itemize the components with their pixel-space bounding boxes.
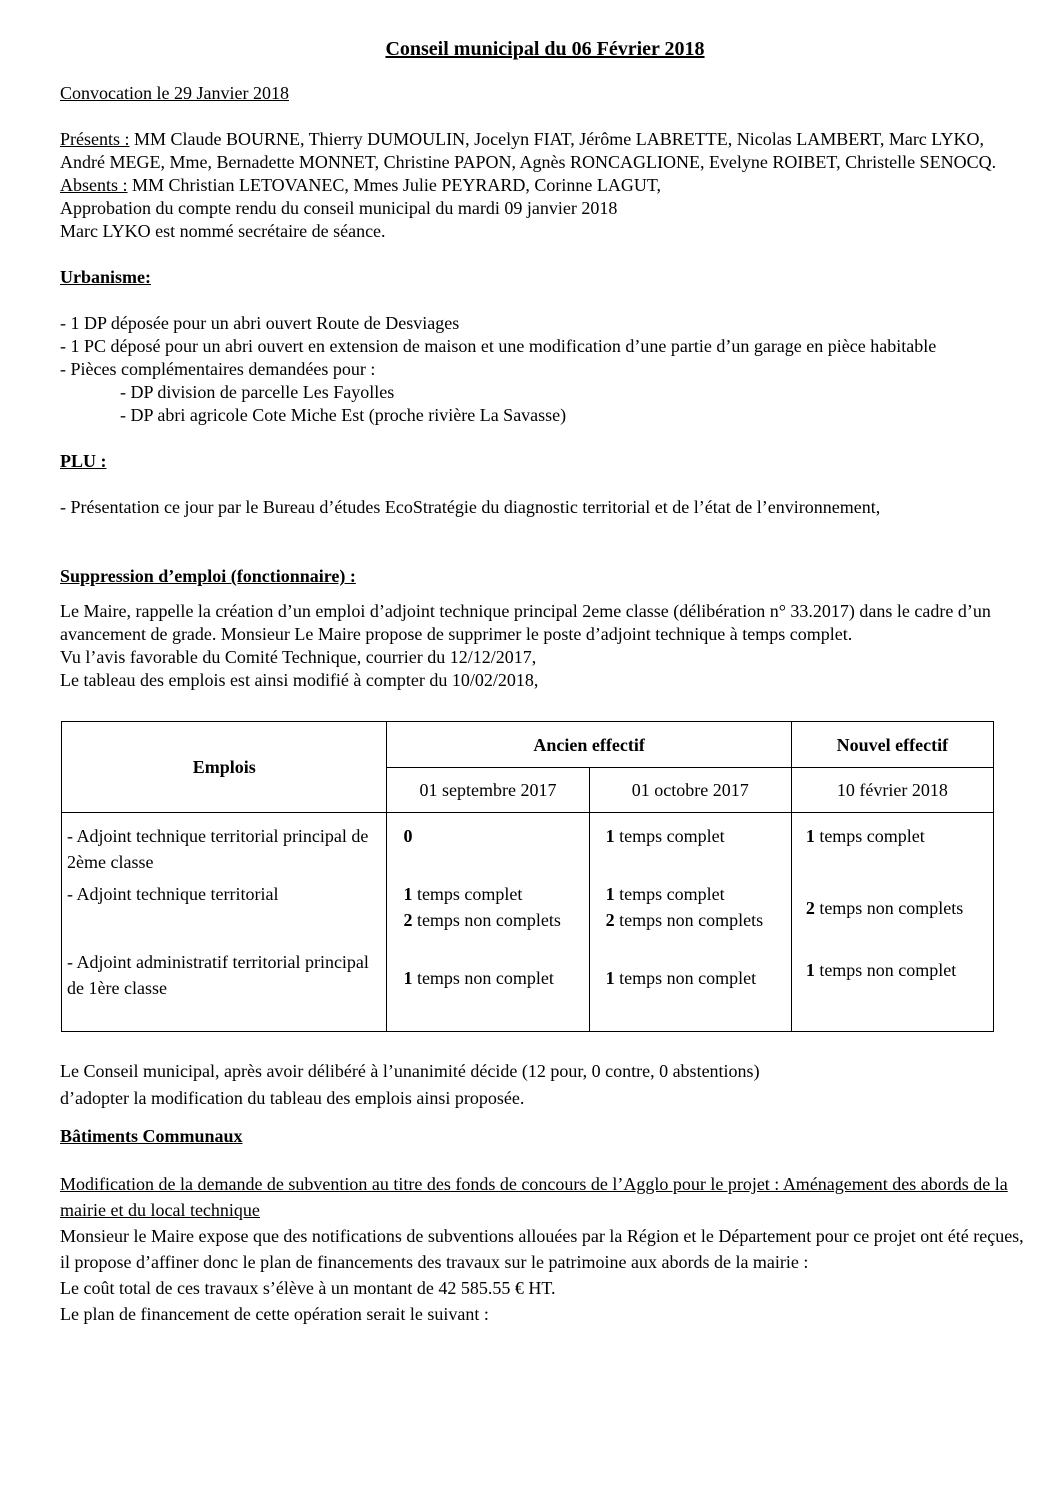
- count-text: temps non complet: [814, 960, 957, 980]
- emploi-label: - Adjoint administratif territorial principal de 1ère classe: [67, 952, 369, 998]
- count-text: temps non complets: [412, 910, 561, 930]
- plu-text: - Présentation ce jour par le Bureau d’études EcoStratégie du diagnostic territorial et de l’état de l’environnement,: [60, 497, 881, 517]
- urbanisme-subitem: - DP division de parcelle Les Fayolles: [120, 382, 395, 402]
- count-text: temps complet: [614, 826, 725, 846]
- emplois-table: [61, 721, 994, 1032]
- col-emplois-header: Emplois: [62, 722, 387, 813]
- suppression-heading: Suppression d’emploi (fonctionnaire) :: [60, 566, 356, 586]
- date-header-fev: 10 février 2018: [791, 768, 993, 813]
- batiments-heading: Bâtiments Communaux: [60, 1126, 243, 1146]
- convocation-line: Convocation le 29 Janvier 2018: [60, 83, 289, 103]
- count-value: 1: [403, 884, 413, 904]
- batiments-line: Le plan de financement de cette opération serait le suivant :: [60, 1304, 489, 1324]
- count-value: 1: [403, 968, 413, 988]
- col-nouvel-header: Nouvel effectif: [791, 722, 993, 768]
- decision-line: Le Conseil municipal, après avoir délibéré à l’unanimité décide (12 pour, 0 contre, 0 abstentions): [60, 1061, 760, 1081]
- count-value: 1: [605, 968, 615, 988]
- count-text: temps complet: [412, 884, 523, 904]
- urbanisme-item: - 1 DP déposée pour un abri ouvert Route de Desviages: [60, 313, 460, 333]
- col-ancien-header: Ancien effectif: [387, 722, 791, 768]
- absents-paragraph: [60, 174, 1030, 197]
- count-text: temps non complets: [814, 898, 964, 918]
- count-value: 1: [605, 826, 615, 846]
- count-value: 2: [403, 910, 413, 930]
- urbanisme-subitem: - DP abri agricole Cote Miche Est (proche rivière La Savasse): [120, 405, 567, 425]
- count-value: 2: [805, 898, 815, 918]
- urbanisme-heading: Urbanisme:: [60, 267, 151, 287]
- secretaire-line: Marc LYKO est nommé secrétaire de séance.: [60, 221, 386, 241]
- count-value: 2: [605, 910, 615, 930]
- count-value: 1: [805, 826, 815, 846]
- suppression-line: Vu l’avis favorable du Comité Technique, courrier du 12/12/2017,: [60, 647, 537, 667]
- emploi-label: - Adjoint technique territorial: [67, 884, 279, 904]
- table-cell-emplois: [62, 813, 387, 1032]
- presents-label: Présents :: [60, 129, 130, 149]
- document-page: [60, 38, 1030, 1327]
- count-text: temps complet: [614, 884, 725, 904]
- batiments-line: Le coût total de ces travaux s’élève à un montant de 42 585.55 € HT.: [60, 1278, 556, 1298]
- table-cell-sept: [387, 813, 589, 1032]
- date-header-sept: 01 septembre 2017: [387, 768, 589, 813]
- approbation-line: Approbation du compte rendu du conseil municipal du mardi 09 janvier 2018: [60, 198, 618, 218]
- plu-heading: PLU :: [60, 451, 107, 471]
- count-text: temps non complets: [614, 910, 764, 930]
- page-title: Conseil municipal du 06 Février 2018: [385, 38, 705, 60]
- suppression-line: Le tableau des emplois est ainsi modifié à compter du 10/02/2018,: [60, 670, 539, 690]
- table-cell-fev: [791, 813, 993, 1032]
- batiments-subheading: Modification de la demande de subvention au titre des fonds de concours de l’Agglo pour le projet : Aménagement des abords de la mairie et du local technique: [60, 1174, 1008, 1220]
- absents-text: MM Christian LETOVANEC, Mmes Julie PEYRARD, Corinne LAGUT,: [127, 175, 661, 195]
- count-text: temps non complet: [614, 968, 757, 988]
- presents-paragraph: [60, 128, 1030, 174]
- batiments-line: Monsieur le Maire expose que des notifications de subventions allouées par la Région et le Département pour ce projet ont été reçues, il propose d’affiner donc le plan de financements des travaux sur le patrimoine aux abords de la mairie :: [60, 1226, 1024, 1272]
- decision-line: d’adopter la modification du tableau des emplois ainsi proposée.: [60, 1088, 525, 1108]
- emploi-label: - Adjoint technique territorial principal de 2ème classe: [67, 826, 369, 872]
- table-cell-oct: [589, 813, 791, 1032]
- urbanisme-item: - Pièces complémentaires demandées pour :: [60, 359, 376, 379]
- absents-label: Absents :: [60, 175, 128, 195]
- count-value: 0: [403, 826, 413, 846]
- count-value: 1: [805, 960, 815, 980]
- count-value: 1: [605, 884, 615, 904]
- suppression-line: Le Maire, rappelle la création d’un emploi d’adjoint technique principal 2eme classe (délibération n° 33.2017) dans le cadre d’un avancement de grade. Monsieur Le Maire propose de supprimer le poste d’adjoint technique à temps complet.: [60, 601, 991, 644]
- date-header-oct: 01 octobre 2017: [589, 768, 791, 813]
- urbanisme-item: - 1 PC déposé pour un abri ouvert en extension de maison et une modification d’une partie d’un garage en pièce habitable: [60, 336, 937, 356]
- count-text: temps complet: [814, 826, 925, 846]
- count-text: temps non complet: [412, 968, 554, 988]
- presents-text: MM Claude BOURNE, Thierry DUMOULIN, Jocelyn FIAT, Jérôme LABRETTE, Nicolas LAMBERT, Marc LYKO, André MEGE, Mme, Bernadette MONNET, Christine PAPON, Agnès RONCAGLIONE, Evelyne ROIBET, Christelle SENOCQ.: [60, 129, 997, 172]
